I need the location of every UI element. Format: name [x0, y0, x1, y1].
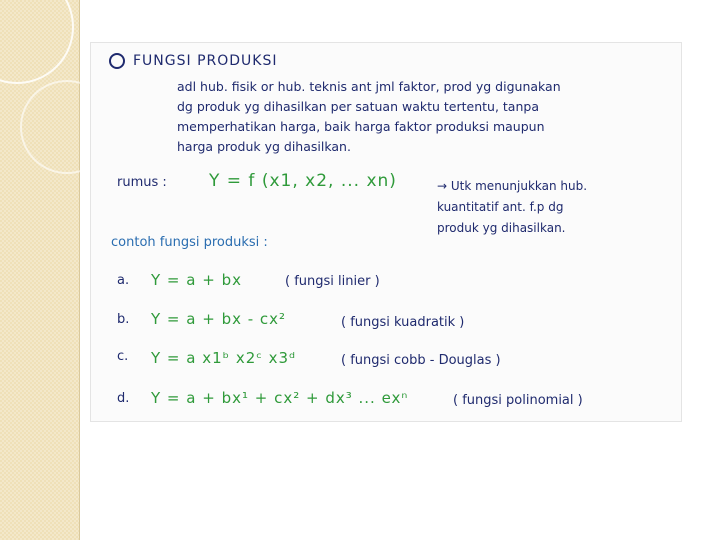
rumus-formula: Y = f (x1, x2, ... xn) [209, 171, 397, 191]
example-label: b. [117, 312, 130, 327]
decorative-circle [0, 0, 74, 84]
example-description: ( fungsi linier ) [285, 274, 380, 289]
note-title-text: FUNGSI PRODUKSI [133, 53, 278, 69]
example-formula: Y = a + bx¹ + cx² + dx³ ... exⁿ [151, 389, 409, 407]
definition-line: adl hub. fisik or hub. teknis ant jml faktor, prod yg digunakan [177, 79, 561, 94]
definition-line: memperhatikan harga, baik harga faktor produksi maupun [177, 119, 545, 134]
rumus-note-line: kuantitatif ant. f.p dg [437, 200, 564, 214]
example-label: d. [117, 391, 130, 406]
example-formula: Y = a + bx [151, 271, 242, 289]
example-label: c. [117, 349, 129, 364]
note-title [109, 53, 278, 69]
rumus-note-line: → Utk menunjukkan hub. [437, 179, 588, 193]
example-label: a. [117, 273, 130, 288]
example-description: ( fungsi polinomial ) [453, 393, 583, 408]
decorative-side-strip [0, 0, 80, 540]
example-description: ( fungsi cobb - Douglas ) [341, 353, 501, 368]
definition-line: harga produk yg dihasilkan. [177, 139, 351, 154]
rumus-note-line: produk yg dihasilkan. [437, 221, 566, 235]
rumus-label: rumus : [117, 175, 167, 190]
definition-line: dg produk yg dihasilkan per satuan waktu tertentu, tanpa [177, 99, 539, 114]
example-description: ( fungsi kuadratik ) [341, 315, 465, 330]
handwritten-note-image [90, 42, 682, 422]
example-formula: Y = a + bx - cx² [151, 310, 287, 328]
contoh-label: contoh fungsi produksi : [111, 235, 268, 250]
bullet-icon [109, 53, 125, 69]
example-formula: Y = a x1ᵇ x2ᶜ x3ᵈ [151, 349, 297, 367]
